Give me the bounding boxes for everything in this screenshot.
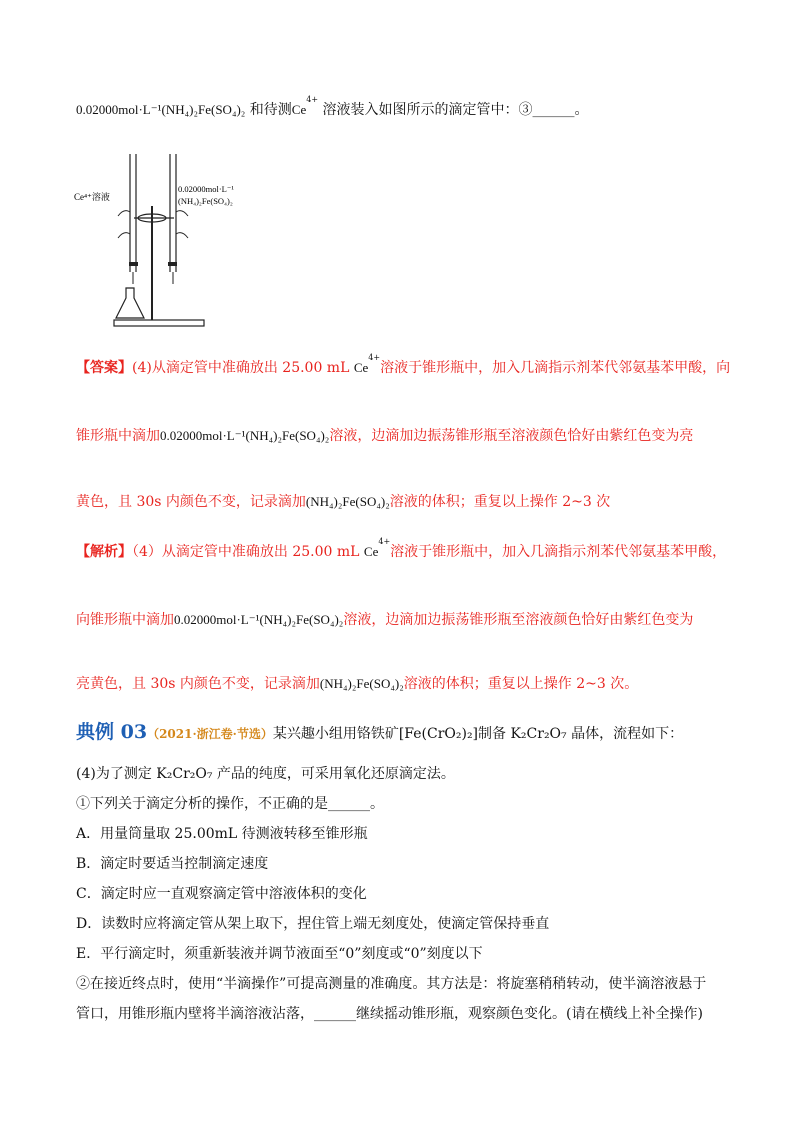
- text: 溶液装入如图所示的滴定管中：③______。: [322, 102, 589, 118]
- answer-line-3: [76, 492, 740, 512]
- text: 向锥形瓶中滴加: [76, 612, 174, 628]
- right-burette-label-1: 0.02000mol·L⁻¹: [178, 184, 234, 194]
- analysis-line-3: [76, 674, 740, 694]
- stand-base: [114, 320, 204, 326]
- text: 溶液，边滴加边振荡锥形瓶至溶液颜色恰好由紫红色变为亮: [329, 428, 694, 444]
- text: （4）从滴定管中准确放出 25.00 mL: [132, 544, 364, 560]
- ce-charge: 4+: [378, 537, 391, 546]
- text: (4)从滴定管中准确放出 25.00 mL: [132, 360, 354, 376]
- option-d: D．读数时应将滴定管从架上取下，捏住管上端无刻度处，使滴定管保持垂直: [76, 916, 550, 932]
- option-e: E．平行滴定时，须重新装液并调节液面至“0”刻度或“0”刻度以下: [76, 946, 483, 962]
- formula: 0.02000mol·L⁻¹(NH₄)₂Fe(SO₄)₂: [160, 428, 330, 443]
- text: 溶液于锥形瓶中，加入几滴指示剂苯代邻氨基苯甲酸，向: [380, 360, 731, 376]
- text: 亮黄色，且 30s 内颜色不变，记录滴加: [76, 676, 320, 692]
- text: 溶液于锥形瓶中，加入几滴指示剂苯代邻氨基苯甲酸，: [390, 544, 727, 560]
- analysis-line-1: [76, 537, 740, 564]
- analysis-tag: 【解析】: [76, 544, 132, 560]
- option-a: A．用量筒量取 25.00mL 待测液转移至锥形瓶: [76, 826, 368, 842]
- text: 溶液的体积；重复以上操作 2~3 次: [389, 494, 611, 510]
- formula: 0.02000mol·L⁻¹(NH₄)₂Fe(SO₄)₂: [76, 102, 246, 117]
- left-burette-label: Ce⁴⁺溶液: [74, 192, 110, 202]
- answer-tag: 【答案】: [76, 360, 132, 376]
- ce-charge: 4+: [368, 353, 381, 362]
- option-b: B．滴定时要适当控制滴定速度: [76, 856, 269, 872]
- option-c: C．滴定时应一直观察滴定管中溶液体积的变化: [76, 886, 367, 902]
- titration-apparatus-figure: [74, 150, 254, 330]
- ce-symbol: Ce: [291, 102, 307, 117]
- answer-line-1: [76, 353, 740, 380]
- question-2-line-1: ②在接近终点时，使用“半滴操作”可提高测量的准确度。其方法是：将旋塞稍稍转动，使半滴溶液悬于: [76, 976, 707, 992]
- right-burette-label-2: (NH₄)₂Fe(SO₄)₂: [178, 196, 233, 206]
- formula: (NH₄)₂Fe(SO₄)₂: [305, 494, 390, 509]
- question-4: (4)为了测定 K₂Cr₂O₇ 产品的纯度，可采用氧化还原滴定法。: [76, 766, 455, 782]
- conical-flask: [116, 288, 144, 318]
- intro-line: [76, 95, 740, 122]
- ce-charge: 4+: [306, 95, 319, 104]
- example-header: [76, 722, 740, 744]
- question-1: ①下列关于滴定分析的操作，不正确的是______。: [76, 796, 384, 812]
- ce-symbol: Ce: [363, 544, 379, 559]
- analysis-line-2: [76, 610, 740, 630]
- text: 锥形瓶中滴加: [76, 428, 160, 444]
- text: 溶液，边滴加边振荡锥形瓶至溶液颜色恰好由紫红色变为: [343, 612, 694, 628]
- text: 和待测: [249, 102, 292, 118]
- formula: 0.02000mol·L⁻¹(NH₄)₂Fe(SO₄)₂: [174, 612, 344, 627]
- formula: (NH₄)₂Fe(SO₄)₂: [319, 676, 404, 691]
- answer-line-2: [76, 426, 740, 446]
- example-intro: 某兴趣小组用铬铁矿[Fe(CrO₂)₂]制备 K₂Cr₂O₇ 晶体，流程如下：: [272, 726, 684, 742]
- example-label: 典例 03: [76, 721, 148, 743]
- example-source: （2021·浙江卷·节选）: [147, 727, 273, 741]
- text: 黄色，且 30s 内颜色不变，记录滴加: [76, 494, 306, 510]
- question-2-line-2: 管口，用锥形瓶内壁将半滴溶液沾落，______继续摇动锥形瓶，观察颜色变化。(请在横线上补全操作): [76, 1006, 703, 1022]
- text: 溶液的体积；重复以上操作 2~3 次。: [403, 676, 639, 692]
- ce-symbol: Ce: [353, 360, 369, 375]
